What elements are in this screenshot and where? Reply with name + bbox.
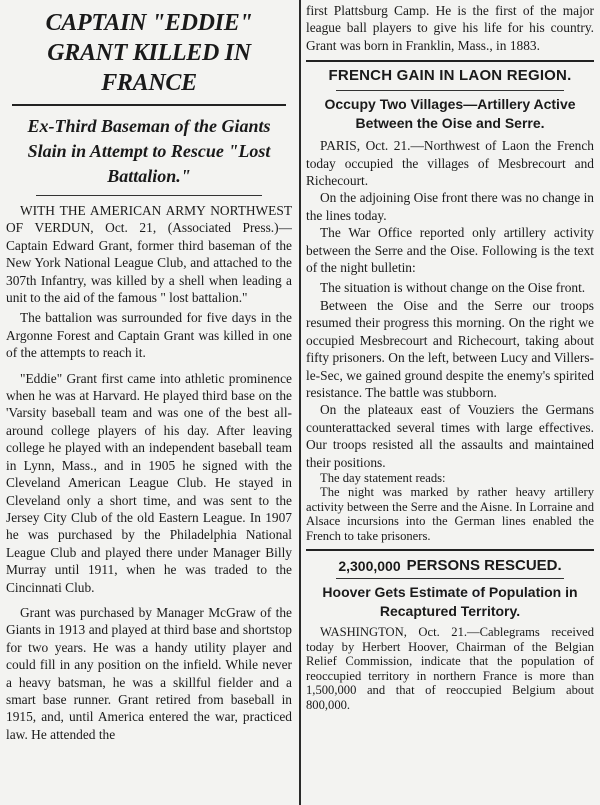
hoover-paragraph: WASHINGTON, Oct. 21.—Cablegrams received today by Herbert Hoover, Chairman of the Belgian Relief Commission, indicate that the population of reoccupied territory in northern France is more than 1,500,000 and that of reoccupied Belgium about 800,000. <box>306 625 594 712</box>
persons-number: 2,300,000 <box>338 557 401 574</box>
grant-continuation: first Plattsburg Camp. He is the first of the major league ball players to give his life for his country. Grant was born in Franklin, Mass., in 1883. <box>306 3 594 53</box>
story-divider-1 <box>306 60 594 62</box>
french-gain-rule <box>336 90 564 91</box>
day-statement-text: The night was marked by rather heavy artillery activity between the Serre and the Aisne. In Lorraine and Alsace incursions into the German lines enabled the French to take prisoners. <box>306 485 594 543</box>
persons-headline: PERSONS RESCUED. <box>406 557 562 575</box>
story-divider-2 <box>306 549 594 551</box>
grant-subheadline: Ex-Third Baseman of the Giants Slain in Attempt to Rescue "Lost Battalion." <box>27 116 271 186</box>
french-paragraph-2: On the adjoining Oise front there was no change in the lines today. <box>306 190 594 223</box>
grant-paragraph-1: WITH THE AMERICAN ARMY NORTHWEST OF VERDUN, Oct. 21, (Associated Press.)—Captain Edward Grant, former third baseman of the New York National League Club, and attached to the 307th Infantry, was killed by a shell when leading a unit to the aid of the famous " lost battalion." <box>6 203 292 306</box>
left-column <box>6 0 292 805</box>
persons-headline-row <box>306 557 594 574</box>
right-column <box>306 0 594 805</box>
hoover-subheadline: Hoover Gets Estimate of Population in Recaptured Territory. <box>322 584 578 620</box>
bulletin-quote-2: Between the Oise and the Serre our troops resumed their progress this morning. On the right we occupied Mesbrecourt and Richecourt, taking about fifty prisoners. On the left, between Lucy and Villers-le-Sec, we gained ground despite the enemy's spirited resistance. The battle was stubborn. <box>306 297 594 400</box>
grant-paragraph-4: Grant was purchased by Manager McGraw of the Giants in 1913 and played at third base and shortstop for two years. He was a handy utility player and could fill in any position on the infield. While never a heavy batsman, he was a skillful fielder and a smart base runner. Grant retired from baseball in 1915, and, until America entered the war, practiced law. He attended the <box>6 604 292 742</box>
grant-headline: CAPTAIN "EDDIE" GRANT KILLED IN FRANCE <box>45 10 253 96</box>
day-statement-intro: The day statement reads: <box>320 470 446 485</box>
grant-paragraph-3: "Eddie" Grant first came into athletic prominence when he was at Harvard. He played third base on the 'Varsity baseball team and was one of the best all-around college players of his day. After leaving college he played with an independent baseball team in Lynn, Mass., and in 1905 he signed with the Cleveland American League Club. He stayed in Cleveland only a short time, and was sent to the Jersey City Club of the old Eastern League. In 1907 he was purchased by the Philadelphia National League Club and played there under Manager Billy Murray until 1911, when he was traded to the Cincinnati Club. <box>6 370 292 595</box>
column-rule <box>299 0 301 805</box>
grant-paragraph-2: The battalion was surrounded for five days in the Argonne Forest and Captain Grant was killed in one of the attempts to reach it. <box>6 310 292 361</box>
persons-rule <box>336 578 564 579</box>
french-paragraph-3: The War Office reported only artillery activity between the Serre and the Oise. Following is the text of the night bulletin: <box>306 225 594 276</box>
french-gain-subheadline: Occupy Two Villages—Artillery Active Between the Oise and Serre. <box>324 96 576 132</box>
headline-rule <box>12 104 286 106</box>
subheadline-rule <box>36 195 262 196</box>
french-gain-headline: FRENCH GAIN IN LAON REGION. <box>328 67 572 85</box>
bulletin-quote-1: The situation is without change on the Oise front. <box>320 280 586 296</box>
bulletin-quote-3: On the plateaux east of Vouziers the Germans counterattacked several times with large effectives. Our troops resisted all the assaults and maintained their positions. <box>306 402 594 470</box>
french-paragraph-1: PARIS, Oct. 21.—Northwest of Laon the French today occupied the villages of Mesbrecourt and Richecourt. <box>306 138 594 189</box>
